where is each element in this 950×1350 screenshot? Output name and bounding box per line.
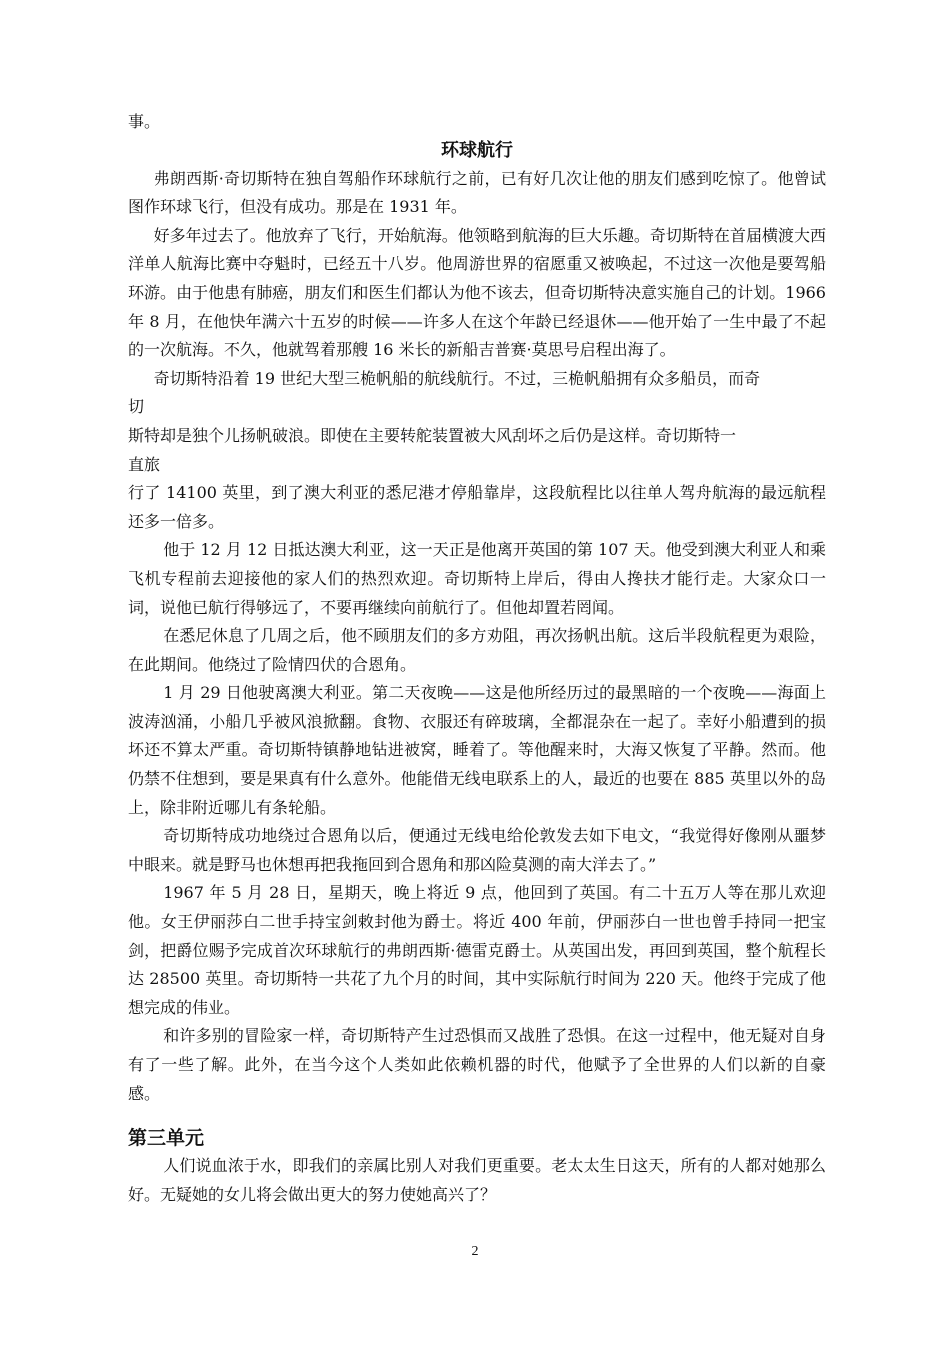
carryover-line: 事。 [128, 112, 161, 131]
paragraph: 1 月 29 日他驶离澳大利亚。第二天夜晚——这是他所经历过的最黑暗的一个夜晚——海面上波涛汹涌，小船几乎被风浪掀翻。食物、衣服还有碎玻璃，全都混杂在一起了。幸好小船遭到的损坏还不算太严重。奇切斯特镇静地钻进被窝，睡着了。等他醒来时，大海又恢复了平静。然而。他仍禁不住想到，要是果真有什么意外。他能借无线电联系上的人，最近的也要在 885 英里以外的岛上，除非附近哪儿有条轮船。 [128, 683, 826, 817]
page-number: 2 [471, 1244, 479, 1259]
article-title: 环球航行 [441, 139, 513, 161]
text-line: 切 [128, 397, 145, 417]
paragraph: 好多年过去了。他放弃了飞行，开始航海。他领略到航海的巨大乐趣。奇切斯特在首届横渡大西洋单人航海比赛中夺魁时，已经五十八岁。他周游世界的宿愿重又被唤起，不过这一次他是要驾船环游。由于他患有肺癌，朋友们和医生们都认为他不该去，但奇切斯特决意实施自己的计划。1966 年 8 月，在他快年满六十五岁的时候——许多人在这个年龄已经退休——他开始了一生中最了不起的一次航海。不久，他就驾着那艘 16 米长的新船吉普赛·莫思号启程出海了。 [128, 225, 826, 360]
paragraph: 弗朗西斯·奇切斯特在独自驾船作环球航行之前，已有好几次让他的朋友们感到吃惊了。他曾试图作环球飞行，但没有成功。那是在 1931 年。 [128, 168, 826, 217]
paragraph: 行了 14100 英里，到了澳大利亚的悉尼港才停船靠岸，这段航程比以往单人驾舟航海的最远航程还多一倍多。 [128, 483, 826, 531]
section-heading: 第三单元 [128, 1127, 205, 1150]
paragraph: 他于 12 月 12 日抵达澳大利亚，这一天正是他离开英国的第 107 天。他受到澳大利亚人和乘飞机专程前去迎接他的家人们的热烈欢迎。奇切斯特上岸后，得由人搀扶才能行走。大家众口一词，说他已航行得够远了，不要再继续向前航行了。但他却置若罔闻。 [128, 540, 826, 617]
paragraph: 奇切斯特成功地绕过合恩角以后，便通过无线电给伦敦发去如下电文，“我觉得好像刚从噩梦中眼来。就是野马也休想再把我拖回到合恩角和那凶险莫测的南大洋去了。” [128, 826, 826, 874]
paragraph: 和许多别的冒险家一样，奇切斯特产生过恐惧而又战胜了恐惧。在这一过程中，他无疑对自身有了一些了解。此外，在当今这个人类如此依赖机器的时代，他赋予了全世界的人们以新的自豪感。 [128, 1026, 826, 1103]
paragraph: 1967 年 5 月 28 日，星期天，晚上将近 9 点，他回到了英国。有二十五万人等在那儿欢迎他。女王伊丽莎白二世手持宝剑敕封他为爵士。将近 400 年前，伊丽莎白一世也曾手持同一把宝剑，把爵位赐予完成首次环球航行的弗朗西斯·德雷克爵士。从英国出发，再回到英国，整个航程长达 28500 英里。奇切斯特一共花了九个月的时间，其中实际航行时间为 220 天。他终于完成了他想完成的伟业。 [128, 883, 826, 1017]
text-line: 奇切斯特沿着 19 世纪大型三桅帆船的航线航行。不过，三桅帆船拥有众多船员，而奇 [153, 368, 761, 388]
document-page [128, 108, 826, 1209]
paragraph: 在悉尼休息了几周之后，他不顾朋友们的多方劝阻，再次扬帆出航。这后半段航程更为艰险，在此期间。他绕过了险情四伏的合恩角。 [128, 626, 826, 674]
text-line: 直旅 [128, 454, 161, 474]
section-paragraph: 人们说血浓于水，即我们的亲属比别人对我们更重要。老太太生日这天，所有的人都对她那么好。无疑她的女儿将会做出更大的努力使她高兴了？ [128, 1156, 826, 1204]
text-line: 斯特却是独个儿扬帆破浪。即使在主要转舵装置被大风刮坏之后仍是这样。奇切斯特一 [128, 425, 737, 445]
